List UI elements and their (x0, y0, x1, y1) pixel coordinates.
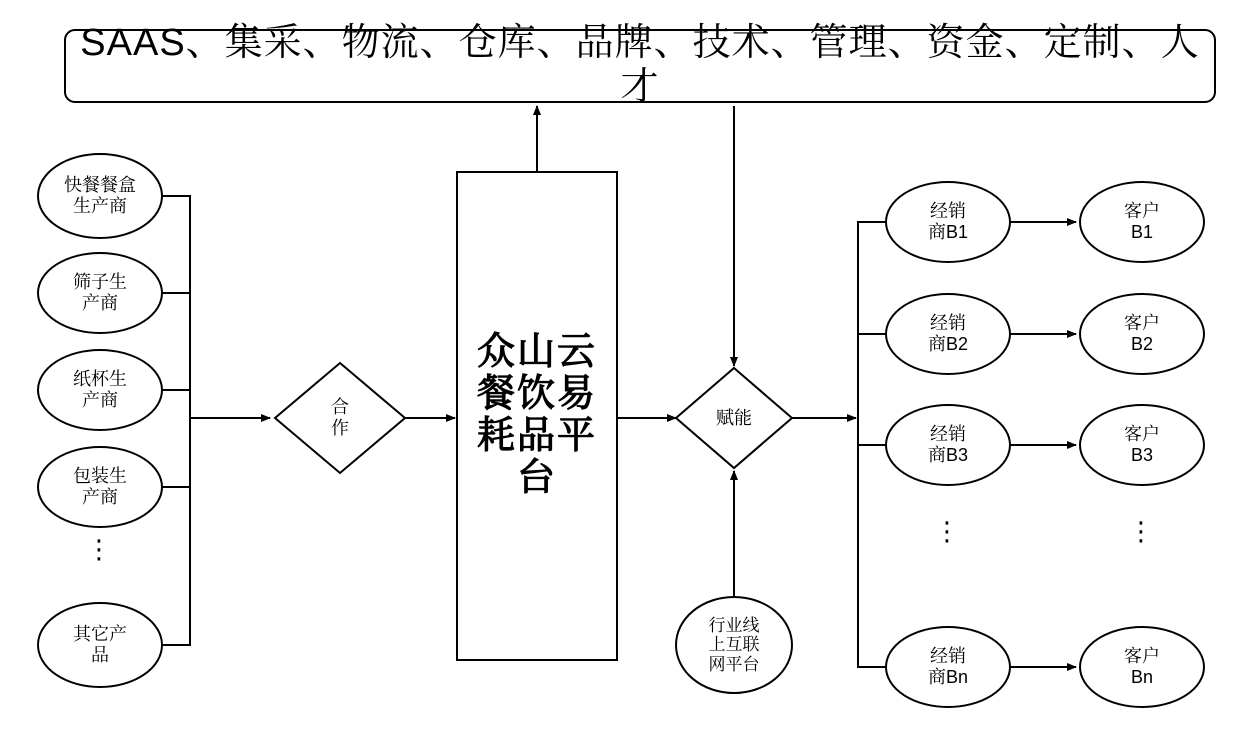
platform-shape (457, 172, 617, 660)
suppliers-ellipsis: ⋮ (86, 534, 114, 564)
platform-label: 众山云 餐饮易 耗品平 台 (476, 331, 597, 499)
cooperation-diamond-shape (275, 363, 405, 473)
distributor-ellipse-2 (886, 294, 1010, 374)
customer-ellipse-4 (1080, 627, 1204, 707)
distributor-ellipse-1 (886, 182, 1010, 262)
supplier-label-5: 其它产 品 (73, 624, 127, 665)
customer-ellipse-3 (1080, 405, 1204, 485)
customer-label-4: 客户 Bn (1124, 646, 1160, 687)
online-platform-label: 行业线 上互联 网平台 (708, 615, 760, 674)
distributor-label-3: 经销 商B3 (927, 424, 969, 465)
cooperation-label: 合 作 (331, 397, 349, 438)
customer-label-2: 客户 B2 (1124, 313, 1160, 354)
distributor-label-1: 经销 商B1 (927, 201, 969, 242)
customer-ellipse-2 (1080, 294, 1204, 374)
title-banner-label: SAAS、集采、物流、仓库、品牌、技术、管理、资金、定制、人才 (80, 22, 1200, 108)
empower-diamond-shape (676, 368, 792, 468)
supplier-label-1: 快餐餐盒 生产商 (64, 175, 136, 216)
online-platform-ellipse (676, 597, 792, 693)
supplier-ellipse-1 (38, 154, 162, 238)
supplier-ellipse-4 (38, 447, 162, 527)
customer-label-3: 客户 B3 (1124, 424, 1160, 465)
distributors-ellipsis: ⋮ (934, 516, 962, 546)
distributor-ellipse-4 (886, 627, 1010, 707)
supplier-label-2: 筛子生 产商 (73, 272, 127, 313)
empower-label: 赋能 (716, 407, 752, 428)
distributor-label-4: 经销 商Bn (927, 646, 969, 687)
distributor-ellipse-3 (886, 405, 1010, 485)
title-banner-shape (65, 22, 1215, 108)
distributor-label-2: 经销 商B2 (927, 313, 969, 354)
customers-ellipsis: ⋮ (1128, 516, 1156, 546)
supplier-label-4: 包装生 产商 (73, 466, 127, 507)
supplier-ellipse-3 (38, 350, 162, 430)
supplier-bus-line (162, 196, 190, 645)
customer-label-1: 客户 B1 (1124, 201, 1160, 242)
supplier-ellipse-5 (38, 603, 162, 687)
customer-ellipse-1 (1080, 182, 1204, 262)
supplier-label-3: 纸杯生 产商 (73, 369, 127, 410)
supplier-ellipse-2 (38, 253, 162, 333)
